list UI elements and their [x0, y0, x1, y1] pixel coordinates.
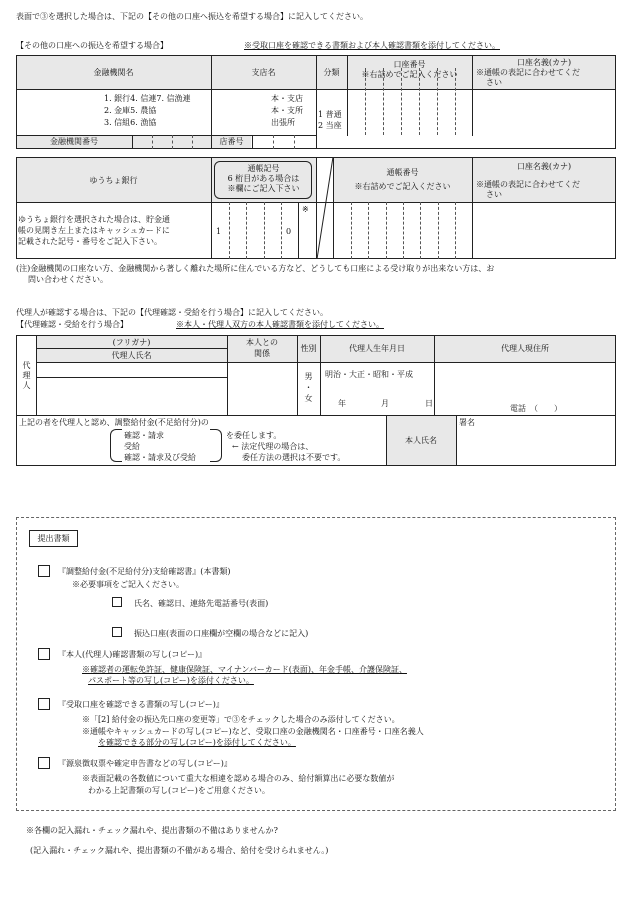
birth-year-label: 年	[338, 399, 346, 408]
account-type-option-1[interactable]: 1 普通	[318, 110, 342, 119]
doc-1-title: 『調整給付金(不足給付分)支給確認書』(本書類)	[58, 567, 231, 576]
branch-code-label: 店番号	[219, 137, 244, 146]
passbook-symbol-note-1: 6 桁目がある場合は	[227, 174, 300, 183]
doc-2-title: 『本人(代理人)確認書類の写し(コピー)』	[58, 650, 207, 659]
doc-3-note-1: ※「[2] 給付金の振込先口座の変更等」で③をチェックした場合のみ添付してください。	[82, 715, 400, 724]
agent-name-header: 代理人氏名	[111, 351, 152, 360]
account-number-note: ※右詰めでご記入ください	[361, 70, 458, 79]
doc-4-note-2: わかる上記書類の写し(コピー)をご用意ください。	[88, 786, 270, 795]
bank-section-title: 【その他の口座への振込を希望する場合】	[16, 41, 168, 50]
doc-2-note-2: パスポート等の写し(コピー)を添付ください。	[88, 676, 254, 685]
branch-type-option-3[interactable]: 出張所	[271, 118, 295, 127]
bank-type-option-2[interactable]: 2. 金庫5. 農協	[104, 106, 157, 115]
delegation-text: 上記の者を代理人と認め、調整給付金(不足給付分)の	[19, 418, 209, 427]
bank-type-option-3[interactable]: 3. 信組6. 漁協	[104, 118, 157, 127]
passbook-symbol-first-digit: 1	[216, 227, 222, 236]
relation-header-2: 関係	[254, 349, 270, 358]
doc-3-title: 『受取口座を確認できる書類の写し(コピー)』	[58, 700, 224, 709]
doc-1-sub-2: 振込口座(表面の口座欄が空欄の場合などに記入)	[134, 629, 309, 638]
doc-1-sub-1-checkbox[interactable]	[112, 597, 122, 607]
account-holder-note: ※通帳の表記に合わせてくだ	[476, 68, 580, 77]
doc-2-checkbox[interactable]	[38, 648, 50, 660]
passbook-number-note: ※右詰めでご記入ください	[354, 182, 451, 191]
passbook-number-header: 通帳番号	[386, 168, 419, 177]
doc-3-checkbox[interactable]	[38, 698, 50, 710]
bank-name-header: 金融機関名	[93, 68, 134, 77]
yucho-bank-label: ゆうちょ銀行	[89, 176, 138, 185]
doc-4-checkbox[interactable]	[38, 757, 50, 769]
account-holder-header: 口座名義(カナ)	[516, 58, 572, 67]
gender-female-option[interactable]: 女	[304, 394, 313, 403]
doc-2-note-1: ※確認者の運転免許証、健康保険証、マイナンバーカード(表面)、年金手帳、介護保険証、	[82, 665, 407, 674]
delegation-option-confirm[interactable]: 確認・請求	[124, 431, 164, 440]
documents-title: 提出書類	[37, 534, 70, 543]
account-number-header: 口座番号	[393, 60, 426, 69]
birth-day-label: 日	[425, 399, 433, 408]
legal-agent-note-1: ← 法定代理の場合は、	[232, 442, 314, 451]
principal-name-label: 本人氏名	[405, 436, 437, 445]
branch-type-option-1[interactable]: 本・支店	[271, 94, 303, 103]
branch-name-header: 支店名	[251, 68, 276, 77]
yucho-description-1: ゆうちょ銀行を選択された場合は、貯金通	[18, 215, 170, 224]
phone-label: 電話 （ ）	[510, 404, 562, 413]
agent-side-label-3: 人	[22, 381, 31, 390]
yucho-holder-header: 口座名義(カナ)	[516, 162, 572, 171]
type-header: 分類	[323, 68, 340, 77]
gender-header: 性別	[300, 344, 317, 353]
branch-type-option-2[interactable]: 本・支所	[271, 106, 303, 115]
agent-section-title: 【代理確認・受給を行う場合】	[16, 320, 128, 329]
gender-male-option[interactable]: 男	[304, 372, 313, 381]
yucho-holder-note: ※通帳の表記に合わせてくだ	[476, 180, 580, 189]
passbook-symbol-header: 通帳記号	[247, 164, 280, 173]
bank-code-label: 金融機関番号	[50, 137, 98, 146]
agent-side-label-1: 代	[22, 361, 31, 370]
doc-1-sub-1: 氏名、確認日、連絡先電話番号(表面)	[134, 599, 269, 608]
account-type-option-2[interactable]: 2 当座	[318, 121, 342, 130]
era-options[interactable]: 明治・大正・昭和・平成	[325, 370, 413, 379]
doc-3-note-2: ※通帳やキャッシュカードの写し(コピー)など、受取口座の金融機関名・口座番号・口座名義人	[82, 727, 424, 736]
passbook-symbol-note-2: ※欄にご記入下さい	[227, 184, 300, 193]
gender-separator: ・	[304, 383, 313, 392]
sixth-digit-star: ※	[302, 205, 309, 214]
doc-4-note-1: ※表面記載の各数値について重大な相違を認める場合のみ、給付額算出に必要な数値が	[82, 774, 395, 783]
legal-agent-note-2: 委任方法の選択は不要です。	[242, 453, 346, 462]
doc-3-note-3: を確認できる部分の写し(コピー)を添付してください。	[98, 738, 296, 747]
diagonal-separator	[316, 157, 334, 259]
agent-section-notice: ※本人・代理人双方の本人確認書類を添付してください。	[176, 320, 384, 329]
yucho-holder-note2: さい	[486, 190, 502, 199]
entrust-text: を委任します。	[226, 431, 282, 440]
intro-text: 表面で③を選択した場合は、下記の【その他の口座へ振込を希望する場合】に記入してください。	[16, 12, 368, 21]
footer-warning: (記入漏れ・チェック漏れや、提出書類の不備がある場合、給付を受けられません。)	[30, 846, 329, 855]
delegation-option-receive[interactable]: 受給	[124, 442, 140, 451]
signature-label: 署名	[459, 418, 475, 427]
doc-1-note: ※必要事項をご記入ください。	[72, 580, 184, 589]
address-header: 代理人現住所	[501, 344, 549, 353]
note-line-2: 問い合わせください。	[28, 275, 108, 284]
agent-intro: 代理人が確認する場合は、下記の【代理確認・受給を行う場合】に記入してください。	[16, 308, 328, 317]
agent-side-label-2: 理	[22, 371, 31, 380]
note-line-1: (注)金融機関の口座ない方、金融機関から著しく離れた場所に住んでいる方など、どうしても口座による受け取りが出来ない方は、お	[16, 264, 495, 273]
relation-header-1: 本人との	[246, 338, 278, 347]
doc-4-title: 『源泉徴収票や確定申告書などの写し(コピー)』	[58, 759, 232, 768]
yucho-description-3: 記載された記号・番号をご記入下さい。	[18, 237, 162, 246]
footer-check-question: ※各欄の記入漏れ・チェック漏れや、提出書類の不備はありませんか?	[26, 826, 278, 835]
yucho-description-2: 帳の見開き左上またはキャッシュカードに	[18, 226, 170, 235]
bank-type-option-1[interactable]: 1. 銀行4. 信連7. 信漁連	[104, 94, 191, 103]
birth-month-label: 月	[381, 399, 389, 408]
delegation-option-both[interactable]: 確認・請求及び受給	[124, 453, 196, 462]
passbook-symbol-last-digit: 0	[286, 227, 292, 236]
bank-section-notice: ※受取口座を確認できる書類および本人確認書類を添付してください。	[244, 41, 500, 50]
furigana-header: (フリガナ)	[112, 338, 151, 347]
birthdate-header: 代理人生年月日	[349, 344, 405, 353]
doc-1-sub-2-checkbox[interactable]	[112, 627, 122, 637]
doc-1-checkbox[interactable]	[38, 565, 50, 577]
account-holder-note2: さい	[486, 78, 502, 87]
